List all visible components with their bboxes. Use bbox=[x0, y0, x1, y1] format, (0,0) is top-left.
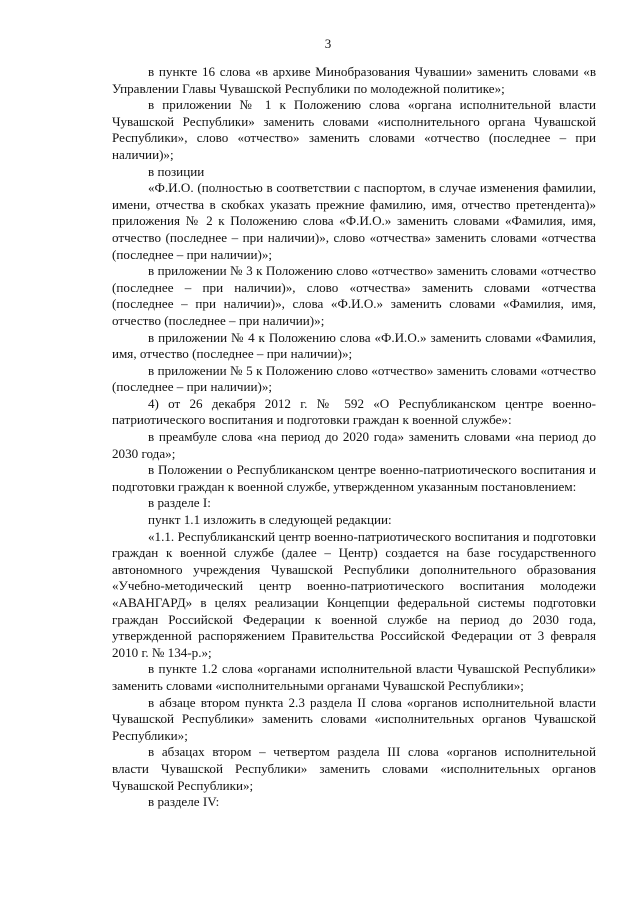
paragraph: в приложении № 5 к Положению слово «отчество» заменить словами «отчество (последнее – при наличии)»; bbox=[112, 362, 596, 395]
paragraph: «1.1. Республиканский центр военно-патриотического воспитания и подготовки граждан к военной службе (далее – Центр) создается на базе государственного автономного учреждения Чувашской Республики дополнительного образования «Учебно-методический центр военно-патриотического воспитания молодежи «АВАНГАРД» в целях реализации Концепции федеральной системы подготовки граждан Российской Федерации к военной службе на период до 2030 года, утвержденной распоряжением Правительства Российской Федерации от 3 февраля 2010 г. № 134-р.»; bbox=[112, 528, 596, 660]
paragraph: в разделе I: bbox=[148, 495, 211, 511]
paragraph: в Положении о Республиканском центре военно-патриотического воспитания и подготовки граждан к военной службе, утвержденном указанным постановлением: bbox=[112, 462, 596, 494]
paragraph: в пункте 1.2 слова «органами исполнительной власти Чувашской Республики» заменить словами «исполнительными органами Чувашской Республики»; bbox=[112, 661, 596, 693]
paragraph: в позиции bbox=[148, 163, 205, 179]
paragraph: «Ф.И.О. (полностью в соответствии с паспортом, в случае изменения фамилии, имени, отчества в скобках указать прежние фамилию, имя, отчество претендента)» приложения № 2 к Положению слова «Ф.И.О.» заменить словами «Фамилия, имя, отчество (последнее – при наличии)», слово «отчества» заменить словами «отчества (последнее – при наличии)»; bbox=[112, 180, 596, 262]
paragraph: в приложении № 3 к Положению слово «отчество» заменить словами «отчество (последнее – при наличии)», слово «отчества» заменить словами «отчества (последнее – при наличии)», слова «Ф.И.О.» заменить словами «Фамилия, имя, отчество (последнее – при наличии)»; bbox=[112, 263, 596, 328]
paragraph: в абзаце втором пункта 2.3 раздела II слова «органов исполнительной власти Чувашской Республики» заменить словами «исполнительных органов Чувашской Республики»; bbox=[112, 694, 596, 743]
paragraph: в абзацах втором – четвертом раздела III слова «органов исполнительной власти Чувашской Республики» заменить словами «исполнительных органов Чувашской Республики»; bbox=[112, 744, 596, 793]
paragraph: в пункте 16 слова «в архиве Минобразования Чувашии» заменить словами «в Управлении Главы Чувашской Республики по молодежной политике»; bbox=[112, 64, 596, 96]
paragraph: в приложении № 4 к Положению слова «Ф.И.О.» заменить словами «Фамилия, имя, отчество (последнее – при наличии)»; bbox=[112, 329, 596, 362]
document-body bbox=[112, 64, 596, 811]
paragraph: в приложении № 1 к Положению слова «органа исполнительной власти Чувашской Республики» заменить словами «исполнительного органа Чувашской Республики», слово «отчество» заменить словами «отчество (последнее – при наличии)»; bbox=[112, 97, 596, 162]
paragraph: в преамбуле слова «на период до 2020 года» заменить словами «на период до 2030 года»; bbox=[112, 429, 596, 461]
page-number: 3 bbox=[324, 36, 332, 51]
paragraph: в разделе IV: bbox=[148, 794, 220, 810]
paragraph: пункт 1.1 изложить в следующей редакции: bbox=[148, 512, 392, 528]
paragraph: 4) от 26 декабря 2012 г. № 592 «О Республиканском центре военно-патриотического воспитания и подготовки граждан к военной службе»: bbox=[112, 395, 596, 428]
